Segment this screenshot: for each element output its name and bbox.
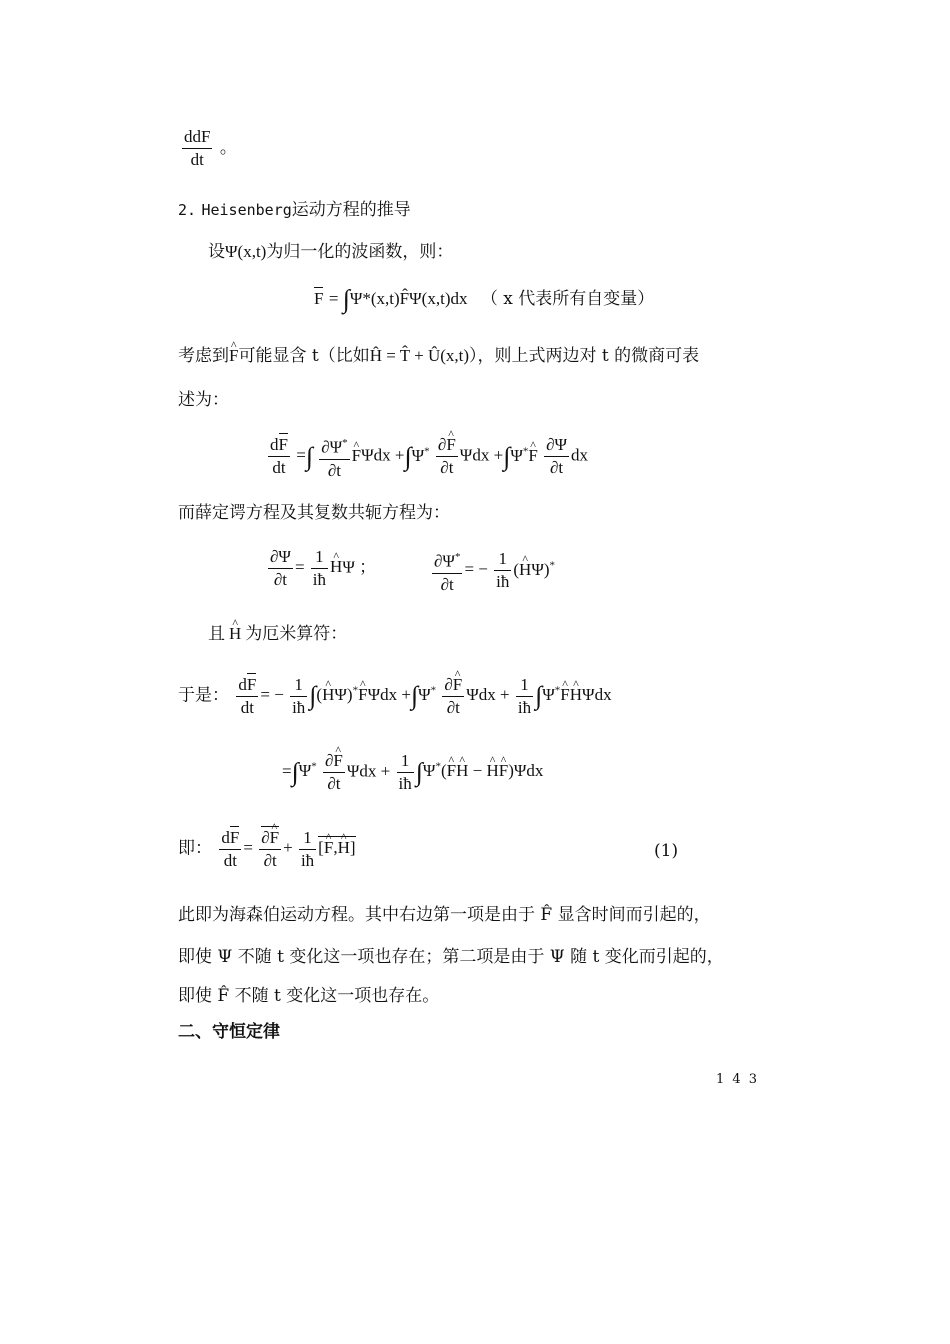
top-punct: 。 [219,138,237,158]
top-fraction: $\frac{\text{ddF}}{dt}$ 。 [184,127,237,169]
consider-mid: 可能显含 t（比如 [238,346,370,366]
consider-F: ^ F [229,345,238,367]
consider-H-expr: Ĥ = T̂ + Û(x,t) [369,346,470,365]
hermitian-H: ^ H [229,623,241,645]
section-2-title [178,199,411,221]
paragraph-conclusion-line1: 此即为海森伯运动方程。其中右边第一项是由于 F̂ 显含时间而引起的， [178,905,711,925]
section-title-latin: Heisenberg [201,201,292,219]
ie-label: 即： [178,838,212,859]
paragraph-schrodinger: 而薛定谔方程及其复数共轭方程为： [178,503,450,523]
intro-post: 为归一化的波函数，则： [266,242,454,262]
mean-lhs: F [314,289,324,308]
page-number: 1 4 3 [716,1072,760,1087]
mean-note: （ x 代表所有自变量） [480,289,655,309]
consider-post: ），则上式两边对 t 的微商可表 [469,346,700,366]
mean-rhs: Ψ*(x,t)F̂Ψ(x,t)dx [349,289,468,308]
paragraph-conclusion-line3: 即使 F̂ 不随 t 变化这一项也存在。 [178,986,440,1006]
hermitian-pre: 且 [208,624,225,644]
paragraph-conclusion-line2: 即使 Ψ 不随 t 变化这一项也存在；第二项是由于 Ψ 随 t 变化而引起的， [178,947,724,967]
equation-derivative: $\frac{dF}{dt}$ =∫ $\frac{\partial\Psi^*}{\partial t}$ ^ FΨdx +∫Ψ* $\frac{\partial\^{} F}{\partial t}$ Ψdx +∫Ψ*^ F $\frac{\partial\Psi}{\partial t}$ dx [266,432,588,482]
equation-heisenberg: 即： $\frac{dF}{dt}$ = $\frac{\partial\^{} F}{\partial t}$ + $\frac{1}{iħ}$ [^ F,^ H] [178,827,356,872]
hermitian-post: 为厄米算符： [245,624,348,644]
paragraph-hermitian [208,623,347,645]
section-heading: 二、守恒定律 [178,1022,280,1042]
equation-number: (1) [654,841,679,861]
paragraph-consider-line2: 述为： [178,390,229,410]
top-numerator: dF [192,127,211,146]
equation-schrodinger-conj: $\frac{\partial\Psi^*}{\partial t}$ = − $\frac{1}{iħ}$ (^ HΨ)* [430,546,555,596]
section-number: 2. [178,201,197,219]
top-denominator: dt [182,148,212,171]
paragraph-consider-line1 [178,345,699,367]
equation-thus-line2: =∫Ψ* $\frac{\partial\^{} F}{\partial t}$ Ψdx + $\frac{1}{iħ}$ ∫Ψ*(^ F^ H − ^ H^ F)Ψdx [282,750,543,795]
equation-mean-value: F = ∫Ψ*(x,t)F̂Ψ(x,t)dx （ x 代表所有自变量） [314,284,655,314]
intro-psi: Ψ(x,t) [225,242,267,261]
equation-thus-line1: 于是： $\frac{dF}{dt}$ = − $\frac{1}{iħ}$ ∫(^ HΨ)*^ FΨdx +∫Ψ* $\frac{\partial\^{} F}{\partial t}$ Ψdx + $\frac{1}{iħ}$ ∫Ψ*^ F^ HΨdx [178,674,612,719]
thus-label: 于是： [178,685,229,706]
consider-pre: 考虑到 [178,346,229,366]
section-title-cn: 运动方程的推导 [291,200,411,220]
equation-schrodinger: $\frac{\partial\Psi}{\partial t}$ = $\frac{1}{iħ}$ ^ HΨ ； [266,546,376,591]
intro-pre: 设 [208,242,225,262]
paragraph-intro [208,241,453,263]
